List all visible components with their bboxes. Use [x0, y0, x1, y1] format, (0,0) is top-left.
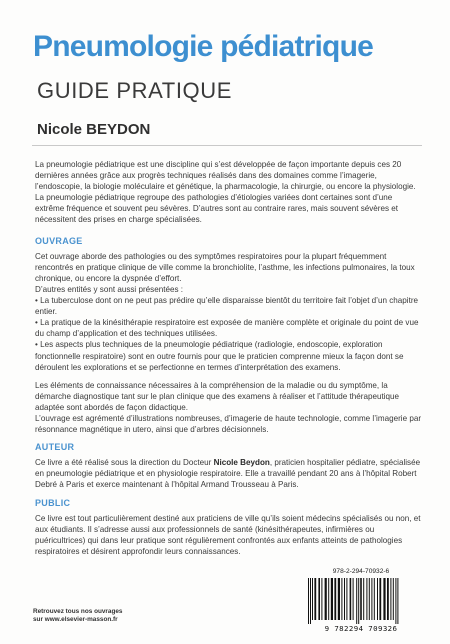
auteur-paragraph	[35, 457, 422, 490]
intro-paragraph: La pneumologie pédiatrique est une discipline qui s’est développée de façon importante depuis ces 20 dernières années grâce aux progrès techniques réalisés dans des domaines comme l’imagerie, l’endoscopie, la biologie moléculaire et génétique, la pharmacologie, la chirurgie, ou encore la physiologie.	[35, 160, 416, 192]
isbn-label: 978-2-294-70932-6	[332, 568, 390, 575]
divider-rule	[32, 145, 422, 146]
footer-line: Retrouvez tous nos ouvrages	[33, 608, 123, 615]
section-heading-public: PUBLIC	[35, 497, 71, 508]
barcode-bar	[353, 578, 354, 620]
barcode-bar	[383, 578, 385, 620]
section-heading-ouvrage: OUVRAGE	[35, 235, 83, 246]
auteur-name: Nicole Beydon	[213, 458, 270, 468]
section-heading-auteur: AUTEUR	[35, 442, 75, 453]
barcode-bar	[358, 578, 359, 624]
barcode-bar	[312, 578, 313, 620]
barcode-bar	[387, 578, 389, 620]
body-text	[35, 159, 422, 557]
barcode-bar	[356, 578, 357, 624]
barcode-graphic	[306, 578, 416, 624]
ouvrage-paragraph: L’ouvrage est agrémenté d’illustrations nombreuses, d’imagerie de haute technologie, comme l’imagerie par résonnance magnétique in utero, ainsi que d’arbres décisionnels.	[35, 413, 422, 435]
barcode-bar	[331, 578, 333, 620]
barcode-bar	[390, 578, 391, 620]
intro-paragraph: La pneumologie pédiatrique regroupe des pathologies d’étiologies variées dont certaines sont d’une extrême fréquence et souvent peu sévères. D’autres sont au contraire rares, mais souvent sévères et nécessitent des prises en charge spécialisées.	[35, 193, 399, 225]
ouvrage-bullet: • La pratique de la kinésithérapie respiratoire est exposée de manière complète et originale du point de vue du champ d’application et des techniques utilisées.	[35, 318, 419, 339]
barcode-bar	[308, 578, 309, 624]
barcode-bar	[346, 578, 347, 620]
barcode-bar	[318, 578, 320, 620]
ouvrage-paragraph: Les éléments de connaissance nécessaires à la compréhension de la maladie ou du symptôme, la démarche diagnostique tant sur le plan clinique que des examens à réaliser et l’attitude thérapeutique adaptée sont abordés de façon didactique.	[35, 380, 400, 412]
barcode-bar	[325, 578, 327, 620]
barcode-bar	[338, 578, 340, 620]
barcode-bar	[334, 578, 336, 620]
barcode-bar	[393, 578, 394, 620]
barcode-bar	[321, 578, 322, 620]
barcode-bar	[366, 578, 367, 620]
book-title: Pneumologie pédiatrique	[33, 30, 373, 63]
barcode-bar	[369, 578, 370, 620]
ouvrage-paragraph: D’autres entités y sont aussi présentées :	[35, 284, 184, 294]
barcode-bar	[395, 578, 396, 624]
public-paragraph: Ce livre est tout particulièrement destiné aux praticiens de ville qu’ils soient médecins spécialisés ou non, et aux étudiants. Il s’adresse aussi aux professionnels de santé (kinésithérapeutes, infirmières ou puéricultrices) qui dans leur pratique sont régulièrement confrontés aux enfants atteints de pathologies respiratoires et désirent approfondir leurs connaissances.	[35, 513, 421, 556]
book-subtitle: GUIDE PRATIQUE	[37, 78, 233, 103]
publisher-footer	[33, 608, 123, 624]
barcode-bar	[379, 578, 381, 620]
barcode-bar	[397, 578, 398, 624]
ouvrage-paragraph: Cet ouvrage aborde des pathologies ou des symptômes respiratoires pour la plupart fréquemment rencontrés en pratique clinique de ville comme la bronchiolite, l’asthme, les infections pulmonaires, la toux chronique, ou encore la dyspnée d’effort.	[35, 251, 415, 283]
barcode-bar	[363, 578, 364, 620]
barcode-bar	[360, 578, 362, 620]
ouvrage-bullet: • Les aspects plus techniques de la pneumologie pédiatrique (radiologie, endoscopie, exploration fonctionnelle respiratoire) sont en outre fournis pour que le praticien comprenne mieux la façon dont se déroulent les explorations et se perfectionne en termes d’interprétation des examens.	[35, 340, 404, 372]
barcode-bar	[341, 578, 342, 620]
auteur-text-pre: Ce livre a été réalisé sous la direction du Docteur	[35, 458, 214, 468]
barcode-bar	[377, 578, 378, 620]
book-author: Nicole BEYDON	[37, 121, 151, 138]
barcode-bar	[371, 578, 372, 620]
auteur-text-post: , praticien hospitalier pédiatre, spécialisée en pneumologie pédiatrique et en physiologie respiratoire. Elle a travaillé pendant 20 ans à l’hôpital Robert Debré à Paris et exerce maintenant à l’hôpital Armand Trousseau à Paris.	[35, 458, 421, 490]
barcode-bar	[310, 578, 311, 624]
barcode-bar	[374, 578, 375, 620]
barcode-number: 9 782294 709326	[324, 624, 398, 633]
barcode-bar	[314, 578, 316, 620]
barcode-bar	[328, 578, 329, 620]
barcode-bar	[344, 578, 345, 620]
ouvrage-bullet: • La tuberculose dont on ne peut pas prédire qu’elle disparaisse bientôt du territoire fait l’objet d’un chapitre entier.	[35, 296, 419, 317]
barcode-bar	[350, 578, 352, 620]
footer-link[interactable]: sur www.elsevier-masson.fr	[33, 616, 118, 623]
